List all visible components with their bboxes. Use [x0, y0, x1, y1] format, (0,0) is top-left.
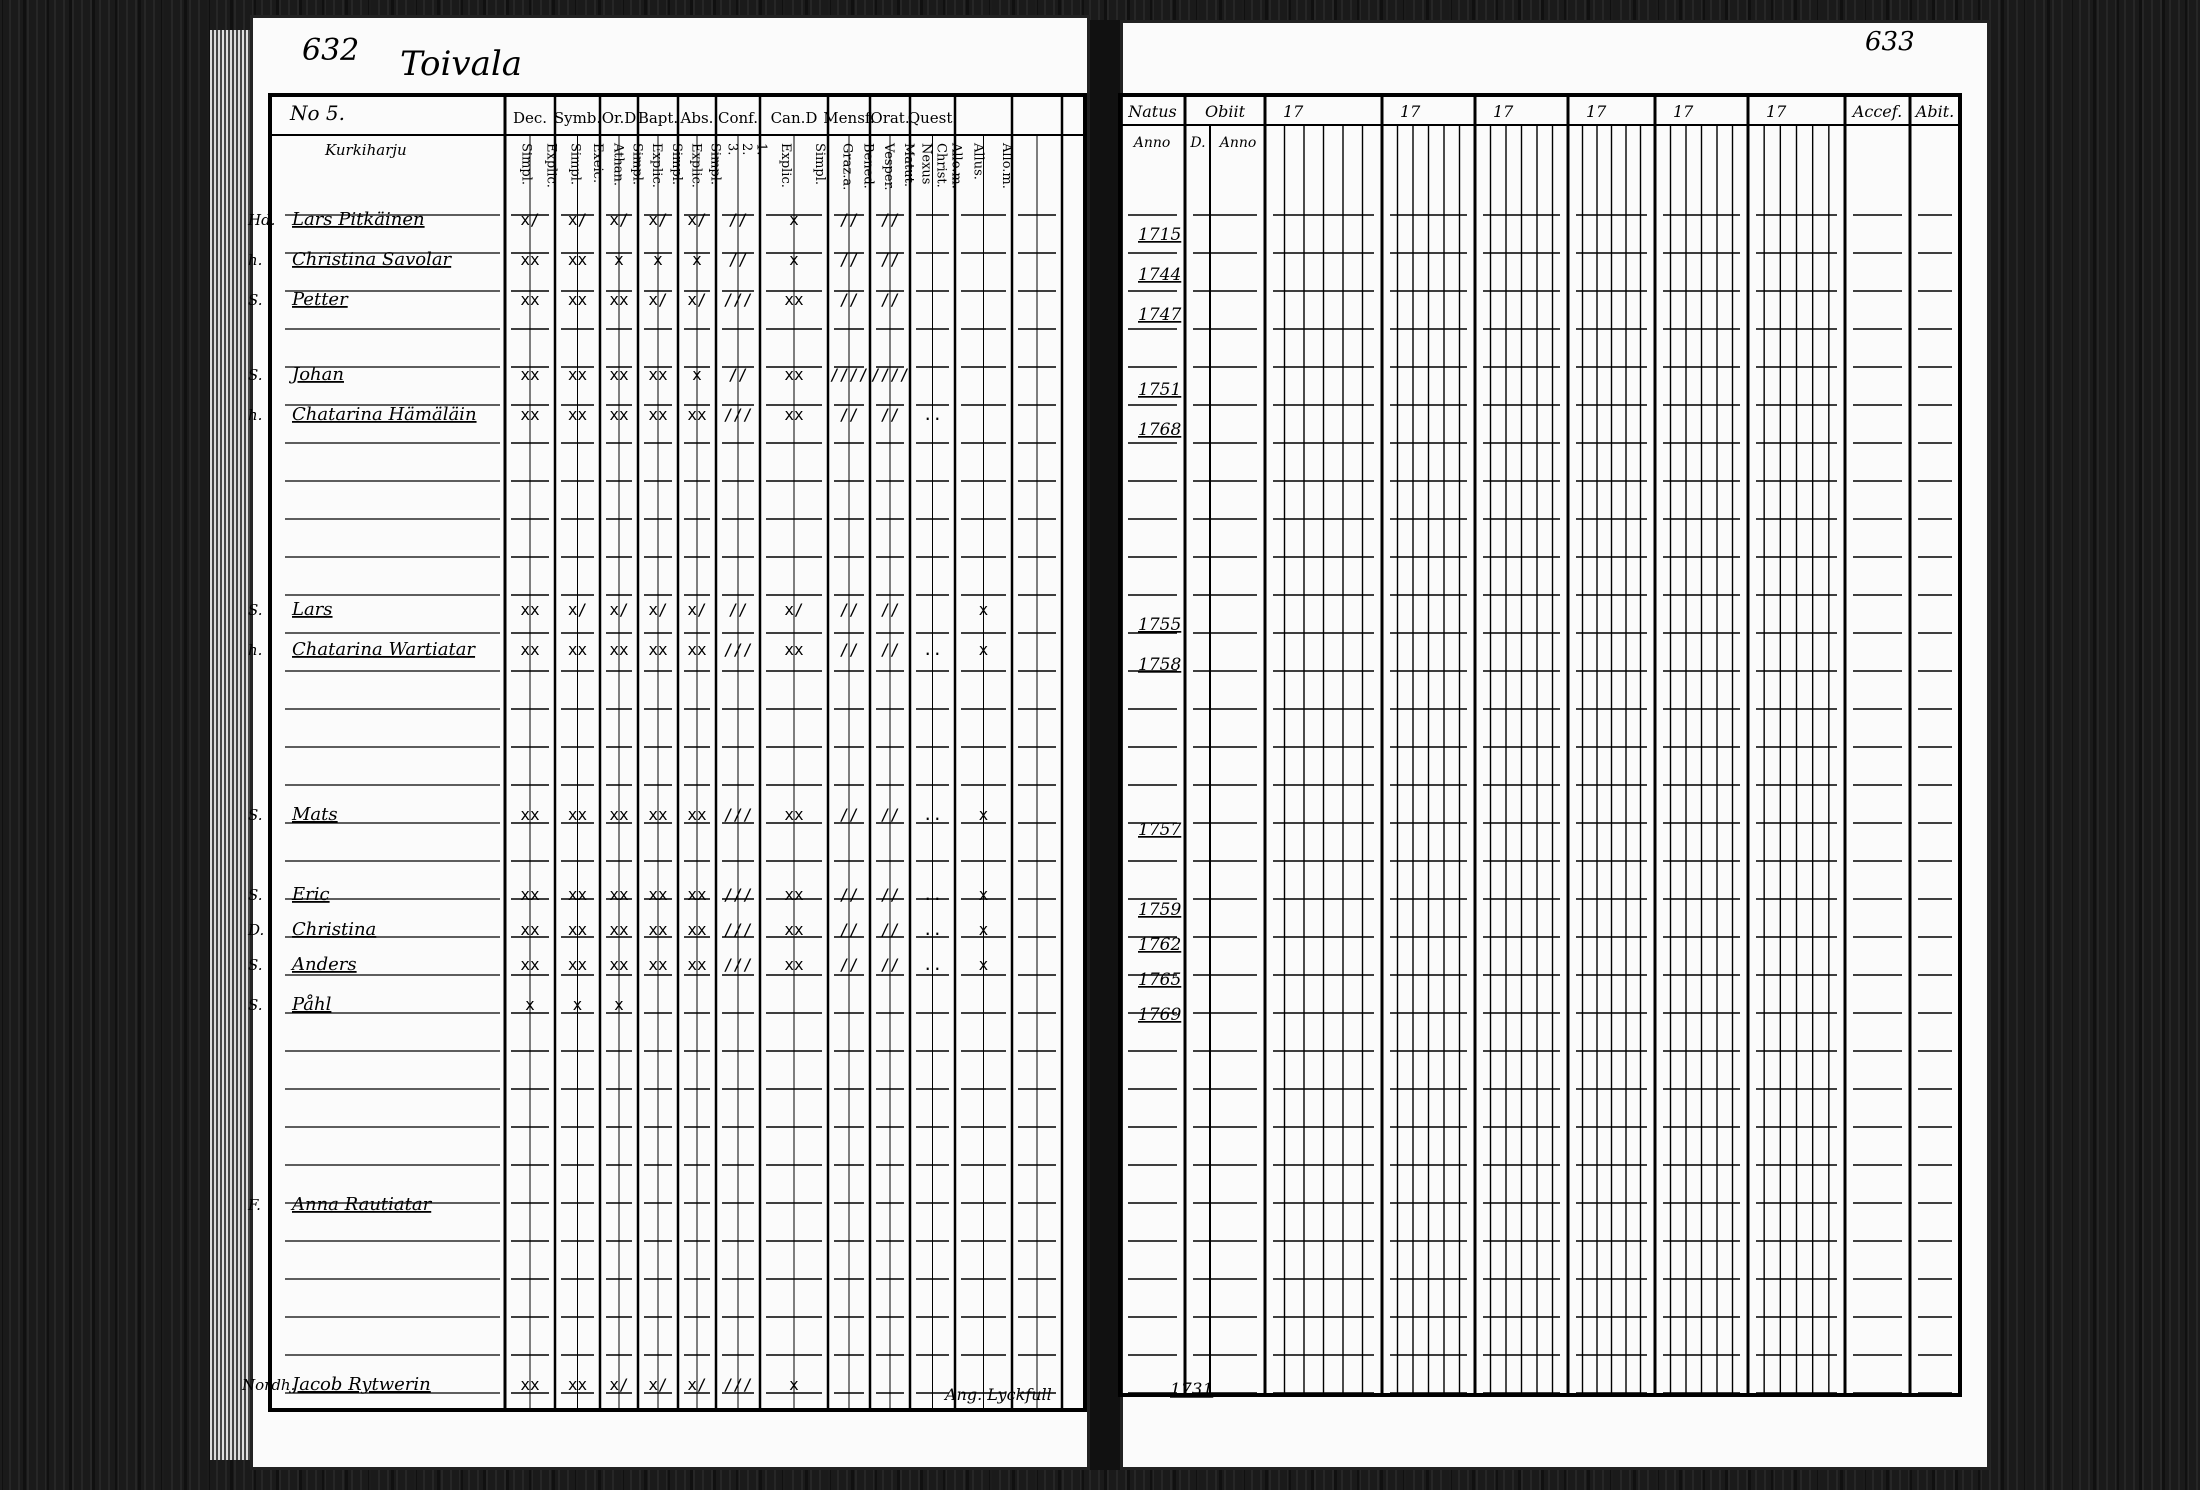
- catechism-mark: x/: [648, 1375, 668, 1394]
- catechism-mark: //: [728, 365, 748, 384]
- catechism-mark: ..: [922, 885, 943, 904]
- house-label: No 5.: [290, 101, 345, 125]
- catechism-mark: //: [880, 640, 900, 659]
- right-column-header: 17: [1673, 102, 1694, 121]
- right-column-header: 17: [1766, 102, 1787, 121]
- catechism-mark: x/: [648, 600, 668, 619]
- birth-year: 1758: [1138, 655, 1182, 675]
- catechism-mark: x: [525, 995, 535, 1014]
- catechism-mark: xx: [784, 640, 804, 659]
- catechism-mark: //: [880, 290, 900, 309]
- birth-year: 1765: [1138, 970, 1182, 990]
- page-edges: [210, 30, 252, 1460]
- catechism-mark: x: [978, 805, 989, 824]
- person-prefix: Nordh.: [242, 1376, 296, 1394]
- catechism-mark: x: [692, 250, 702, 269]
- house-name: Kurkiharju: [325, 141, 407, 159]
- catechism-mark: ///: [723, 290, 753, 309]
- column-subheader: Vesper.: [881, 143, 896, 191]
- catechism-mark: xx: [567, 805, 588, 824]
- birth-year: 1731: [1170, 1380, 1214, 1400]
- catechism-mark: //: [839, 805, 859, 824]
- right-column-header: Natus: [1128, 102, 1177, 121]
- catechism-mark: //: [880, 805, 900, 824]
- column-subheader: Explic.: [688, 143, 704, 188]
- right-column-subheader: Anno: [1219, 135, 1257, 151]
- page-number-right: 633: [1865, 27, 1915, 57]
- person-name: Mats: [292, 804, 338, 825]
- column-subheader: Simpl.: [707, 143, 723, 186]
- catechism-mark: x/: [784, 600, 804, 619]
- catechism-mark: x: [572, 995, 583, 1014]
- catechism-mark: xx: [567, 955, 588, 974]
- catechism-mark: x/: [687, 210, 707, 229]
- catechism-mark: x: [614, 250, 624, 269]
- catechism-mark: x: [789, 1375, 799, 1394]
- catechism-mark: ////: [870, 365, 910, 384]
- catechism-mark: //: [880, 600, 900, 619]
- right-page: [1120, 20, 1990, 1470]
- catechism-mark: xx: [687, 805, 707, 824]
- catechism-mark: xx: [784, 955, 804, 974]
- catechism-mark: xx: [609, 885, 629, 904]
- person-prefix: S.: [248, 886, 263, 904]
- birth-year: 1757: [1138, 820, 1182, 840]
- catechism-mark: x/: [520, 210, 540, 229]
- catechism-mark: x: [978, 885, 989, 904]
- catechism-mark: x: [789, 210, 799, 229]
- catechism-mark: x/: [567, 210, 588, 229]
- catechism-mark: ////: [829, 365, 869, 384]
- catechism-mark: xx: [567, 365, 588, 384]
- person-prefix: h.: [248, 406, 263, 424]
- catechism-mark: ///: [723, 1375, 753, 1394]
- page-number-left: 632: [302, 33, 360, 68]
- catechism-mark: //: [728, 210, 748, 229]
- column-subheader: Nexus: [918, 143, 934, 185]
- catechism-mark: x/: [609, 210, 629, 229]
- catechism-mark: xx: [520, 640, 540, 659]
- right-column-headers: [1127, 102, 1954, 151]
- birth-year: 1762: [1138, 935, 1182, 955]
- column-subheader: Graz.a.: [839, 143, 855, 191]
- catechism-mark: ///: [723, 405, 753, 424]
- right-column-header: 17: [1283, 102, 1304, 121]
- catechism-mark: xx: [567, 250, 588, 269]
- column-subheader: 2.: [739, 143, 754, 156]
- catechism-mark: xx: [648, 920, 668, 939]
- catechism-mark: x: [978, 600, 989, 619]
- catechism-mark: x: [978, 955, 989, 974]
- column-subheader: Simpl.: [812, 143, 827, 186]
- catechism-mark: xx: [520, 600, 540, 619]
- right-column-header: Obiit: [1204, 102, 1246, 121]
- column-subheader: Simpl.: [518, 143, 534, 186]
- column-subheader: Allo.m.: [948, 143, 964, 189]
- column-subheader: Simpl.: [669, 143, 684, 186]
- catechism-mark: xx: [520, 805, 540, 824]
- catechism-mark: ///: [723, 805, 753, 824]
- column-subheader: Allo.m.: [998, 143, 1014, 189]
- catechism-mark: //: [880, 920, 900, 939]
- catechism-mark: xx: [520, 920, 540, 939]
- catechism-mark: x/: [687, 1375, 707, 1394]
- catechism-mark: //: [839, 210, 859, 229]
- column-subheader: Allus.: [970, 143, 986, 180]
- birth-year: 1759: [1138, 900, 1182, 920]
- catechism-mark: xx: [567, 405, 588, 424]
- catechism-mark: //: [880, 405, 900, 424]
- catechism-mark: ///: [723, 640, 753, 659]
- catechism-mark: xx: [687, 885, 707, 904]
- left-page: [242, 15, 1090, 1470]
- catechism-mark: ///: [723, 920, 753, 939]
- catechism-mark: //: [880, 250, 900, 269]
- person-name: Eric: [292, 884, 330, 905]
- catechism-mark: ..: [922, 405, 943, 424]
- catechism-mark: xx: [648, 405, 668, 424]
- person-prefix: h.: [248, 251, 263, 269]
- catechism-mark: x: [692, 365, 702, 384]
- village-name: Toivala: [400, 44, 523, 84]
- catechism-mark: xx: [784, 885, 804, 904]
- catechism-mark: xx: [609, 955, 629, 974]
- catechism-mark: xx: [567, 885, 588, 904]
- catechism-mark: ..: [922, 955, 943, 974]
- column-subheader: Explic.: [778, 143, 793, 188]
- catechism-mark: //: [880, 955, 900, 974]
- catechism-mark: x/: [648, 210, 668, 229]
- right-grid-lines: [1120, 95, 1960, 1395]
- catechism-mark: xx: [520, 955, 540, 974]
- person-prefix: S.: [248, 996, 263, 1014]
- catechism-mark: xx: [687, 955, 707, 974]
- catechism-mark: xx: [648, 885, 668, 904]
- catechism-mark: xx: [520, 365, 540, 384]
- column-subheader: 3.: [724, 143, 740, 156]
- catechism-mark: xx: [784, 920, 804, 939]
- birth-year: 1755: [1138, 615, 1182, 635]
- catechism-mark: //: [839, 885, 859, 904]
- person-prefix: D.: [248, 921, 265, 939]
- catechism-mark: x/: [648, 290, 668, 309]
- catechism-mark: ..: [922, 805, 943, 824]
- catechism-mark: x: [978, 640, 989, 659]
- left-column-headers: [513, 109, 1014, 191]
- catechism-mark: x: [978, 920, 989, 939]
- person-prefix: F.: [248, 1196, 261, 1214]
- column-header: Orat.: [870, 109, 910, 127]
- right-column-subheader: Anno: [1133, 135, 1171, 151]
- birth-year: 1744: [1138, 265, 1182, 285]
- catechism-mark: xx: [609, 640, 629, 659]
- person-name: Christina: [292, 919, 377, 940]
- catechism-mark: xx: [609, 365, 629, 384]
- catechism-mark: xx: [520, 290, 540, 309]
- column-subheader: Athan.: [610, 143, 626, 187]
- person-name: Chatarina Wartiatar: [292, 639, 476, 660]
- column-subheader: Bened.: [860, 143, 876, 189]
- catechism-mark: //: [728, 250, 748, 269]
- person-name: Petter: [292, 289, 348, 310]
- column-subheader: Explic.: [649, 143, 664, 188]
- catechism-mark: x: [653, 250, 663, 269]
- catechism-mark: xx: [648, 955, 668, 974]
- column-subheader: Explic.: [543, 143, 559, 188]
- book-gutter: [1090, 20, 1120, 1470]
- column-header: Dec.: [512, 109, 548, 127]
- catechism-mark: xx: [520, 250, 540, 269]
- catechism-mark: xx: [609, 405, 629, 424]
- right-birth-years: [1138, 225, 1213, 1400]
- catechism-mark: //: [880, 210, 900, 229]
- column-header: Symb.: [553, 109, 602, 127]
- person-name: Chatarina Hämäläin: [292, 404, 477, 425]
- birth-year: 1715: [1138, 225, 1182, 245]
- column-header: Quest.: [907, 109, 958, 127]
- catechism-mark: xx: [609, 920, 629, 939]
- right-column-header: 17: [1493, 102, 1514, 121]
- right-column-subheader: D.: [1190, 135, 1206, 151]
- catechism-mark: xx: [784, 405, 804, 424]
- person-prefix: S.: [248, 291, 263, 309]
- person-prefix: Hd.: [248, 211, 276, 229]
- right-column-header: 17: [1400, 102, 1421, 121]
- column-subheader: Exeic.: [589, 143, 605, 184]
- person-prefix: S.: [248, 806, 263, 824]
- catechism-mark: //: [839, 955, 859, 974]
- right-ledger: [1120, 20, 1990, 1470]
- catechism-mark: //: [839, 405, 859, 424]
- catechism-mark: //: [839, 920, 859, 939]
- person-prefix: S.: [248, 956, 263, 974]
- right-column-header: Abit.: [1915, 102, 1955, 121]
- catechism-mark: //: [839, 640, 859, 659]
- catechism-mark: xx: [520, 1375, 540, 1394]
- person-name: Johan: [292, 364, 344, 385]
- column-subheader: 1.: [753, 143, 769, 156]
- catechism-mark: xx: [648, 640, 668, 659]
- person-name: Påhl: [292, 994, 332, 1015]
- right-frame: [1120, 95, 1960, 1395]
- column-header: Or.D: [601, 109, 637, 127]
- person-prefix: S.: [248, 366, 263, 384]
- birth-year: 1751: [1138, 380, 1182, 400]
- column-subheader: Simpl.: [567, 143, 583, 186]
- catechism-mark: xx: [609, 290, 629, 309]
- catechism-mark: //: [880, 885, 900, 904]
- catechism-mark: xx: [567, 290, 588, 309]
- catechism-mark: ..: [922, 920, 943, 939]
- catechism-mark: xx: [567, 640, 588, 659]
- catechism-mark: xx: [520, 885, 540, 904]
- person-name: Anna Rautiatar: [292, 1194, 432, 1215]
- person-name: Jacob Rytwerin: [292, 1374, 431, 1395]
- column-header: Abs.: [680, 109, 714, 127]
- person-prefix: S.: [248, 601, 263, 619]
- column-subheader: Christ.: [933, 143, 949, 188]
- catechism-mark: xx: [687, 405, 707, 424]
- left-person-rows: [241, 209, 989, 1395]
- column-header: Conf.: [718, 109, 758, 127]
- catechism-mark: ///: [723, 955, 753, 974]
- catechism-mark: ///: [723, 885, 753, 904]
- person-name: Anders: [292, 954, 357, 975]
- catechism-mark: x/: [687, 600, 707, 619]
- birth-year: 1769: [1138, 1005, 1182, 1025]
- catechism-mark: xx: [648, 365, 668, 384]
- person-name: Lars: [292, 599, 333, 620]
- birth-year: 1747: [1138, 305, 1182, 325]
- column-header: Mensf.: [823, 109, 875, 127]
- bottom-note: Ang. Lyckfull: [945, 1385, 1052, 1404]
- person-prefix: h.: [248, 641, 263, 659]
- catechism-mark: x/: [609, 1375, 629, 1394]
- column-header: Bapt.: [637, 109, 679, 127]
- catechism-mark: ..: [922, 640, 943, 659]
- column-subheader: Simpl.: [629, 143, 645, 186]
- catechism-mark: xx: [648, 805, 668, 824]
- column-subheader: Matut.: [901, 143, 916, 188]
- catechism-mark: //: [839, 290, 859, 309]
- catechism-mark: x: [789, 250, 799, 269]
- catechism-mark: xx: [609, 805, 629, 824]
- catechism-mark: //: [728, 600, 748, 619]
- catechism-mark: x/: [687, 290, 707, 309]
- catechism-mark: x/: [609, 600, 629, 619]
- column-header: Can.D: [770, 109, 818, 127]
- catechism-mark: xx: [567, 1375, 588, 1394]
- catechism-mark: x: [614, 995, 624, 1014]
- catechism-mark: xx: [784, 290, 804, 309]
- person-name: Lars Pitkäinen: [292, 209, 425, 230]
- catechism-mark: //: [839, 600, 859, 619]
- right-column-header: Accef.: [1852, 102, 1903, 121]
- catechism-mark: xx: [567, 920, 588, 939]
- catechism-mark: xx: [687, 640, 707, 659]
- catechism-mark: xx: [687, 920, 707, 939]
- right-column-header: 17: [1586, 102, 1607, 121]
- person-name: Christina Savolar: [292, 249, 452, 270]
- birth-year: 1768: [1138, 420, 1182, 440]
- catechism-mark: xx: [520, 405, 540, 424]
- catechism-mark: xx: [784, 805, 804, 824]
- catechism-mark: //: [839, 250, 859, 269]
- catechism-mark: xx: [784, 365, 804, 384]
- catechism-mark: x/: [567, 600, 588, 619]
- left-ledger: [242, 15, 1090, 1470]
